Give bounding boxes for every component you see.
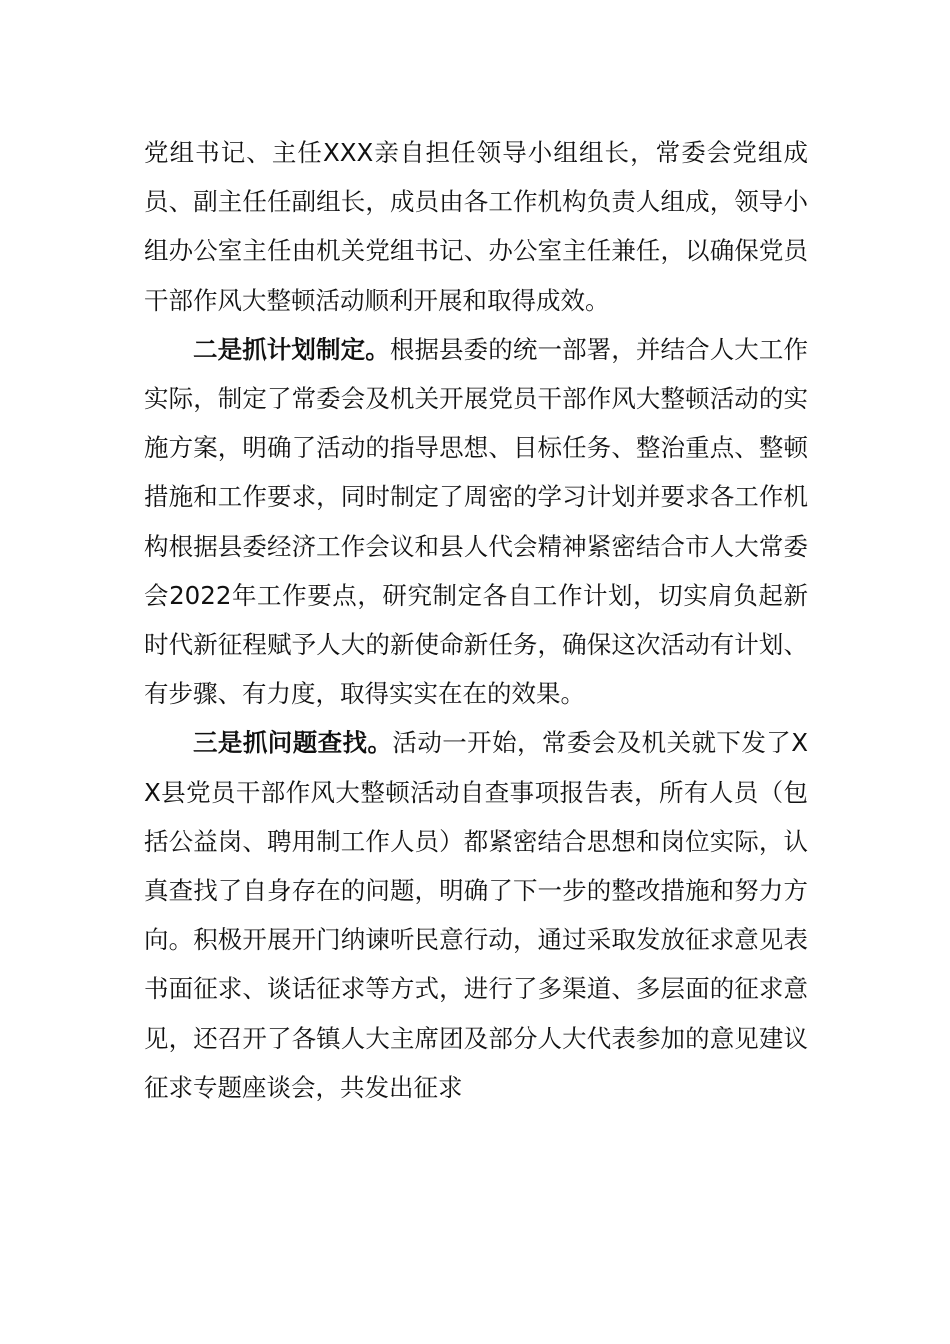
paragraph-heading: 二是抓计划制定。 — [193, 334, 390, 364]
paragraph-plan-making — [144, 325, 808, 719]
paragraph-text: 党组书记、主任XXX亲自担任领导小组组长，常委会党组成员、副主任任副组长，成员由各工作机构负责人组成，领导小组办公室主任由机关党组书记、办公室主任兼任，以确保党员干部作风大整顿活动顺利开展和取得成效。 — [144, 138, 808, 315]
paragraph-problem-finding — [144, 718, 808, 1112]
paragraph-heading: 三是抓问题查找。 — [193, 728, 393, 758]
paragraph-continuation — [144, 128, 808, 325]
paragraph-text: 根据县委的统一部署，并结合人大工作实际，制定了常委会及机关开展党员干部作风大整顿活动的实施方案，明确了活动的指导思想、目标任务、整治重点、整顿措施和工作要求，同时制定了周密的学习计划并要求各工作机构根据县委经济工作会议和县人代会精神紧密结合市人大常委会2022年工作要点，研究制定各自工作计划，切实肩负起新时代新征程赋予人大的新使命新任务，确保这次活动有计划、有步骤、有力度，取得实实在在的效果。 — [144, 334, 809, 709]
document-body — [144, 128, 808, 1112]
paragraph-text: 活动一开始，常委会及机关就下发了XX县党员干部作风大整顿活动自查事项报告表，所有人员（包括公益岗、聘用制工作人员）都紧密结合思想和岗位实际，认真查找了自身存在的问题，明确了下一步的整改措施和努力方向。积极开展开门纳谏听民意行动，通过采取发放征求意见表书面征求、谈话征求等方式，进行了多渠道、多层面的征求意见，还召开了各镇人大主席团及部分人大代表参加的意见建议征求专题座谈会，共发出征求 — [144, 728, 808, 1102]
